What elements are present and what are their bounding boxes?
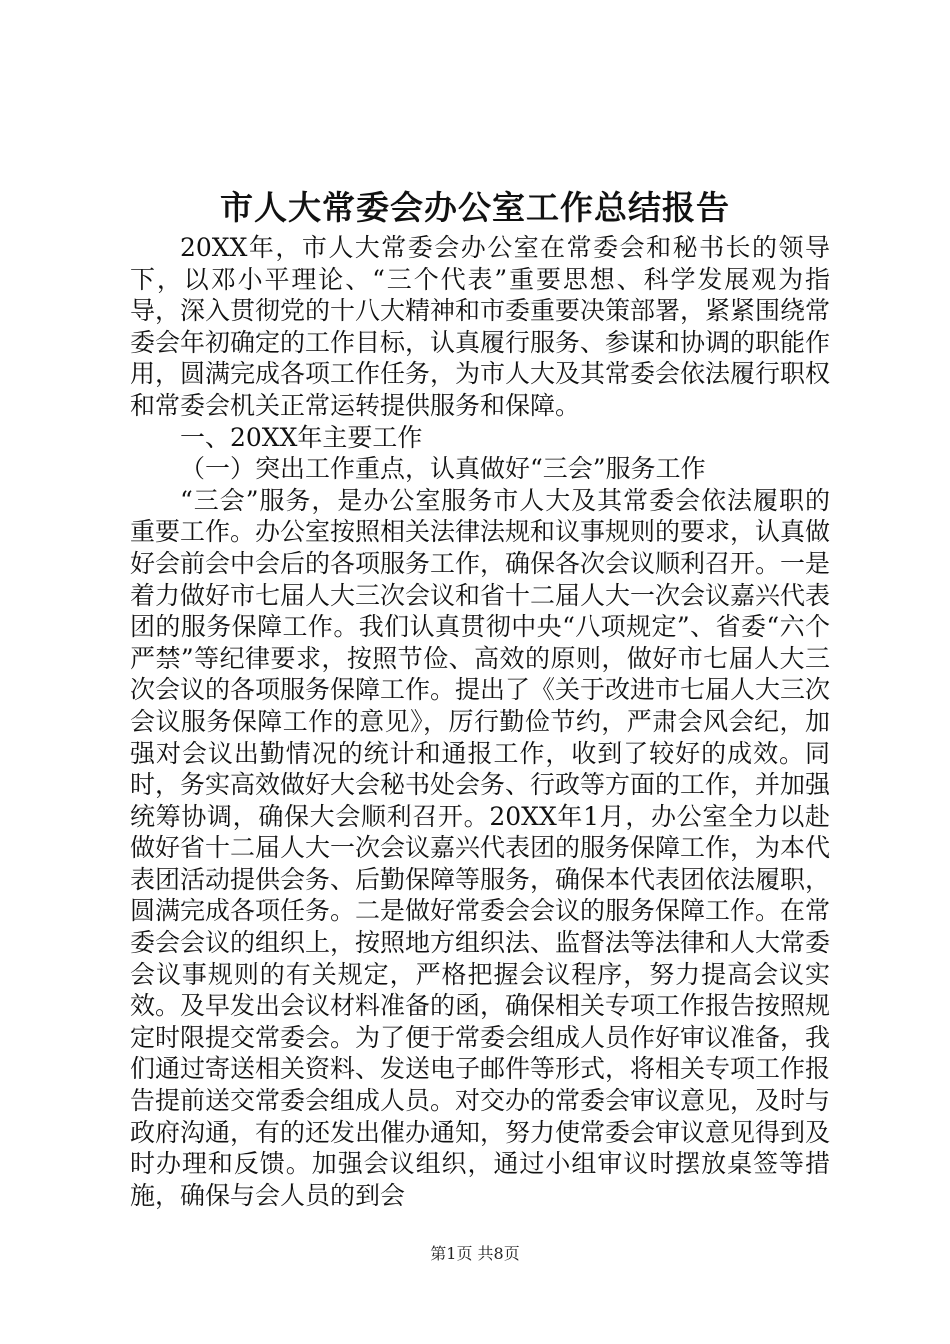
document-body: [130, 232, 830, 1211]
section-heading: 一、20XX年主要工作: [180, 422, 423, 452]
subsection-heading: （一）突出工作重点，认真做好“三会”服务工作: [180, 454, 706, 484]
paragraph-intro: 20XX年，市人大常委会办公室在常委会和秘书长的领导下，以邓小平理论、“三个代表”重要思想、科学发展观为指导，深入贯彻党的十八大精神和市委重要决策部署，紧紧围绕常委会年初确定的工作目标，认真履行服务、参谋和协调的职能作用，圆满完成各项工作任务，为市人大及其常委会依法履行职权和常委会机关正常运转提供服务和保障。: [130, 233, 831, 420]
page-number: 第1页 共8页: [430, 1244, 520, 1263]
document-title: 市人大常委会办公室工作总结报告: [220, 188, 730, 227]
paragraph-three-meetings: “三会”服务，是办公室服务市人大及其常委会依法履职的重要工作。办公室按照相关法律法规和议事规则的要求，认真做好会前会中会后的各项服务工作，确保各次会议顺利召开。一是着力做好市七届人大三次会议和省十二届人大一次会议嘉兴代表团的服务保障工作。我们认真贯彻中央“八项规定”、省委“六个严禁”等纪律要求，按照节俭、高效的原则，做好市七届人大三次会议的各项服务保障工作。提出了《关于改进市七届人大三次会议服务保障工作的意见》，厉行勤俭节约，严肃会风会纪，加强对会议出勤情况的统计和通报工作，收到了较好的成效。同时，务实高效做好大会秘书处会务、行政等方面的工作，并加强统筹协调，确保大会顺利召开。20XX年1月，办公室全力以赴做好省十二届人大一次会议嘉兴代表团的服务保障工作，为本代表团活动提供会务、后勤保障等服务，确保本代表团依法履职，圆满完成各项任务。二是做好常委会会议的服务保障工作。在常委会会议的组织上，按照地方组织法、监督法等法律和人大常委会议事规则的有关规定，严格把握会议程序，努力提高会议实效。及早发出会议材料准备的函，确保相关专项工作报告按照规定时限提交常委会。为了便于常委会组成人员作好审议准备，我们通过寄送相关资料、发送电子邮件等形式，将相关专项工作报告提前送交常委会组成人员。对交办的常委会审议意见，及时与政府沟通，有的还发出催办通知，努力使常委会审议意见得到及时办理和反馈。加强会议组织，通过小组审议时摆放桌签等措施，确保与会人员的到会: [130, 485, 831, 1210]
